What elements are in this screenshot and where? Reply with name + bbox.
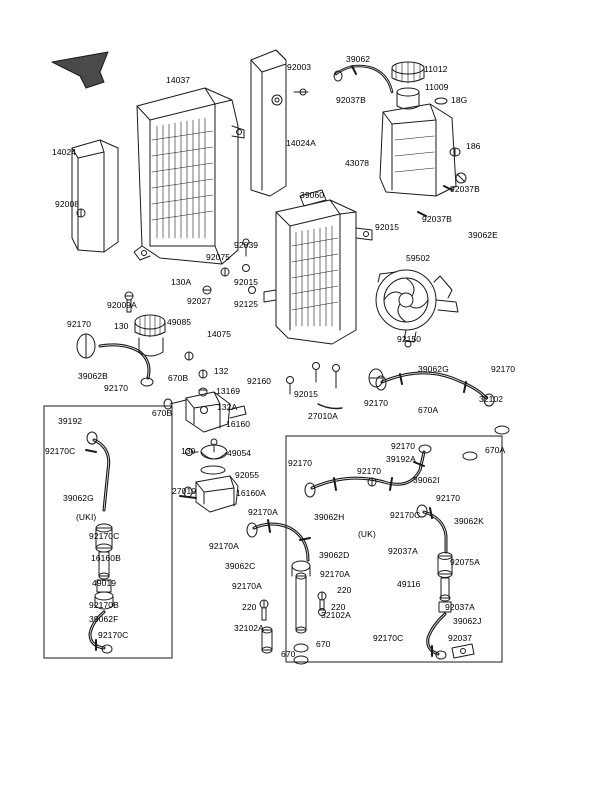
callout-39062C: 39062C — [225, 561, 256, 571]
callout-130-1: 130 — [114, 321, 129, 331]
callout-92015-1: 92015 — [375, 222, 400, 232]
callout-670-1: 670 — [316, 639, 331, 649]
callout-92037A-2: 92037A — [445, 602, 475, 612]
callout-92170C-4: 92170C — [373, 633, 404, 643]
callout-670A-2: 670A — [485, 445, 506, 455]
callout-670B-1: 670B — [168, 373, 189, 383]
callout-92170A-2: 92170A — [209, 541, 239, 551]
callout-92170-8: 92170 — [436, 493, 461, 503]
callout-92170C-5: 92170C — [98, 630, 129, 640]
callout-39062B: 39062B — [78, 371, 108, 381]
callout-49019: 49019 — [92, 578, 117, 588]
callout-39062D: 39062D — [319, 550, 350, 560]
callout-43078: 43078 — [345, 158, 370, 168]
callout-14024: 14024 — [52, 147, 77, 157]
callout-92170-3: 92170 — [491, 364, 516, 374]
callout-132A: 132A — [217, 402, 238, 412]
callout-132: 132 — [214, 366, 229, 376]
callout-16160A: 16160A — [236, 488, 266, 498]
callout-92075: 92075 — [206, 252, 231, 262]
callout-39062K: 39062K — [454, 516, 484, 526]
callout-92003: 92003 — [287, 62, 312, 72]
callout-670-2: 670 — [281, 649, 296, 659]
region-label-uk: (UK) — [358, 529, 376, 539]
callout-92150: 92150 — [397, 334, 422, 344]
callout-49085: 49085 — [167, 317, 192, 327]
callout-92009A: 92009A — [107, 300, 137, 310]
callout-92170C-3: 92170C — [89, 531, 120, 541]
callout-49054: 49054 — [227, 448, 252, 458]
callout-92037: 92037 — [448, 633, 473, 643]
callout-32102A-1: 32102A — [321, 610, 351, 620]
callout-92027: 92027 — [187, 296, 212, 306]
callout-92015-2: 92015 — [234, 277, 259, 287]
callout-92170-5: 92170 — [391, 441, 416, 451]
callout-32102: 32102 — [479, 394, 504, 404]
callout-16160B: 16160B — [91, 553, 121, 563]
callout-92055: 92055 — [235, 470, 260, 480]
callout-92037A-1: 92037A — [388, 546, 418, 556]
callout-92160: 92160 — [247, 376, 272, 386]
callout-49116: 49116 — [397, 579, 421, 589]
callout-92170A-3: 92170A — [320, 569, 350, 579]
callout-92170-6: 92170 — [288, 458, 313, 468]
callout-670A-1: 670A — [418, 405, 439, 415]
callout-27010A: 27010A — [308, 411, 338, 421]
callout-11009: 11009 — [425, 82, 449, 92]
callout-220-3: 220 — [331, 602, 346, 612]
callout-39062: 39062 — [346, 54, 371, 64]
region-label-uki: (UKI) — [76, 512, 97, 522]
callout-92037B-1: 92037B — [336, 95, 366, 105]
callout-92170-2: 92170 — [104, 383, 129, 393]
callout-92039: 92039 — [234, 240, 259, 250]
callout-92015-3: 92015 — [294, 389, 319, 399]
callout-39062J: 39062J — [453, 616, 482, 626]
callout-39062F: 39062F — [89, 614, 119, 624]
callout-39192: 39192 — [58, 416, 83, 426]
callout-92170A-4: 92170A — [232, 581, 262, 591]
callout-11012: 11012 — [424, 64, 448, 74]
callout-92170-7: 92170 — [357, 466, 382, 476]
callout-92075A: 92075A — [450, 557, 480, 567]
callout-13169: 13169 — [216, 386, 241, 396]
callout-39062E: 39062E — [468, 230, 498, 240]
callout-39062H: 39062H — [314, 512, 345, 522]
callout-16160: 16160 — [226, 419, 251, 429]
callout-92170C-1: 92170C — [45, 446, 76, 456]
callout-92037B-3: 92037B — [422, 214, 452, 224]
callout-92125: 92125 — [234, 299, 259, 309]
callout-39062I: 39062I — [413, 475, 440, 485]
callout-39192A: 39192A — [386, 454, 416, 464]
callout-220-1: 220 — [337, 585, 352, 595]
callout-670B-2: 670B — [152, 408, 173, 418]
callout-92170C-2: 92170C — [390, 510, 421, 520]
callout-14037: 14037 — [166, 75, 191, 85]
callout-39062G-1: 39062G — [418, 364, 449, 374]
callout-39060: 39060 — [300, 190, 325, 200]
callout-59502: 59502 — [406, 253, 431, 263]
callout-92170A-1: 92170A — [248, 507, 278, 517]
front-direction-arrow — [52, 52, 108, 88]
callout-18G: 18G — [451, 95, 468, 105]
callout-220-2: 220 — [242, 602, 257, 612]
callout-92037B-2: 92037B — [450, 184, 480, 194]
callout-14024A: 14024A — [286, 138, 316, 148]
callout-130-2: 130 — [181, 446, 196, 456]
callout-92170-1: 92170 — [67, 319, 92, 329]
callout-27010: 27010 — [172, 486, 197, 496]
callout-92170-4: 92170 — [364, 398, 389, 408]
callout-39062G-2: 39062G — [63, 493, 94, 503]
callout-186-1: 186 — [466, 141, 481, 151]
callout-92170B: 92170B — [89, 600, 119, 610]
callout-14075: 14075 — [207, 329, 232, 339]
callout-32102A-2: 32102A — [234, 623, 264, 633]
callout-92008: 92008 — [55, 199, 80, 209]
callout-130A: 130A — [171, 277, 192, 287]
